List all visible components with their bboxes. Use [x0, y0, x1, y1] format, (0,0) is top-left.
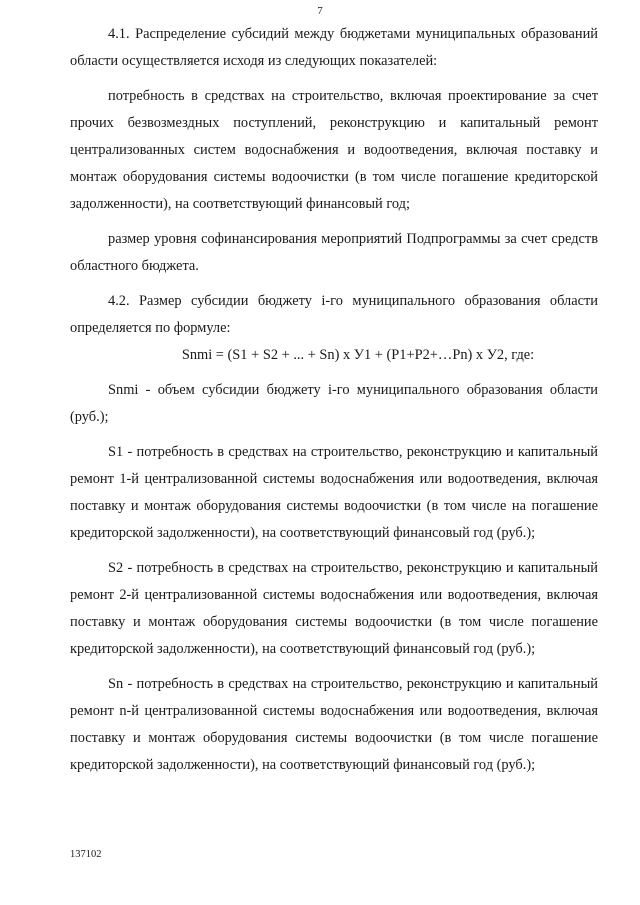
definition-s2: S2 - потребность в средствах на строительство, реконструкцию и капитальный ремонт 2-й централизованной системы водоснабжения или водоотведения, включая поставку и монтаж оборудования системы водоочистки (в том числе погашение кредиторской задолженности), на соответствующий финансовый год (руб.); — [70, 560, 598, 657]
document-code: 137102 — [70, 849, 102, 860]
subsidy-formula: Snmi = (S1 + S2 + ... + Sn) х У1 + (Р1+Р2+…Рn) х У2, где: — [181, 347, 535, 363]
document-body — [70, 21, 598, 779]
paragraph-cofinancing-indicator: размер уровня софинансирования мероприятий Подпрограммы за счет средств областного бюджета. — [70, 231, 598, 274]
page-number: 7 — [317, 5, 323, 17]
definition-s1: S1 - потребность в средствах на строительство, реконструкцию и капитальный ремонт 1-й централизованной системы водоснабжения или водоотведения, включая поставку и монтаж оборудования системы водоочистки (в том числе на погашение кредиторской задолженности), на соответствующий финансовый год (руб.); — [70, 444, 598, 541]
definition-snmi: Snmi - объем субсидии бюджету i-го муниципального образования области (руб.); — [70, 382, 598, 425]
paragraph-need-indicator: потребность в средствах на строительство, включая проектирование за счет прочих безвозмездных поступлений, реконструкцию и капитальный ремонт централизованных систем водоснабжения и водоотведения, включая поставку и монтаж оборудования системы водоочистки (в том числе погашение кредиторской задолженности), на соответствующий финансовый год; — [70, 88, 598, 212]
paragraph-4-1: 4.1. Распределение субсидий между бюджетами муниципальных образований области осуществляется исходя из следующих показателей: — [70, 26, 598, 69]
definition-sn: Sn - потребность в средствах на строительство, реконструкцию и капитальный ремонт n-й централизованной системы водоснабжения или водоотведения, включая поставку и монтаж оборудования системы водоочистки (в том числе погашение кредиторской задолженности), на соответствующий финансовый год (руб.); — [70, 676, 598, 773]
paragraph-4-2: 4.2. Размер субсидии бюджету i-го муниципального образования области определяется по формуле: — [70, 293, 598, 336]
